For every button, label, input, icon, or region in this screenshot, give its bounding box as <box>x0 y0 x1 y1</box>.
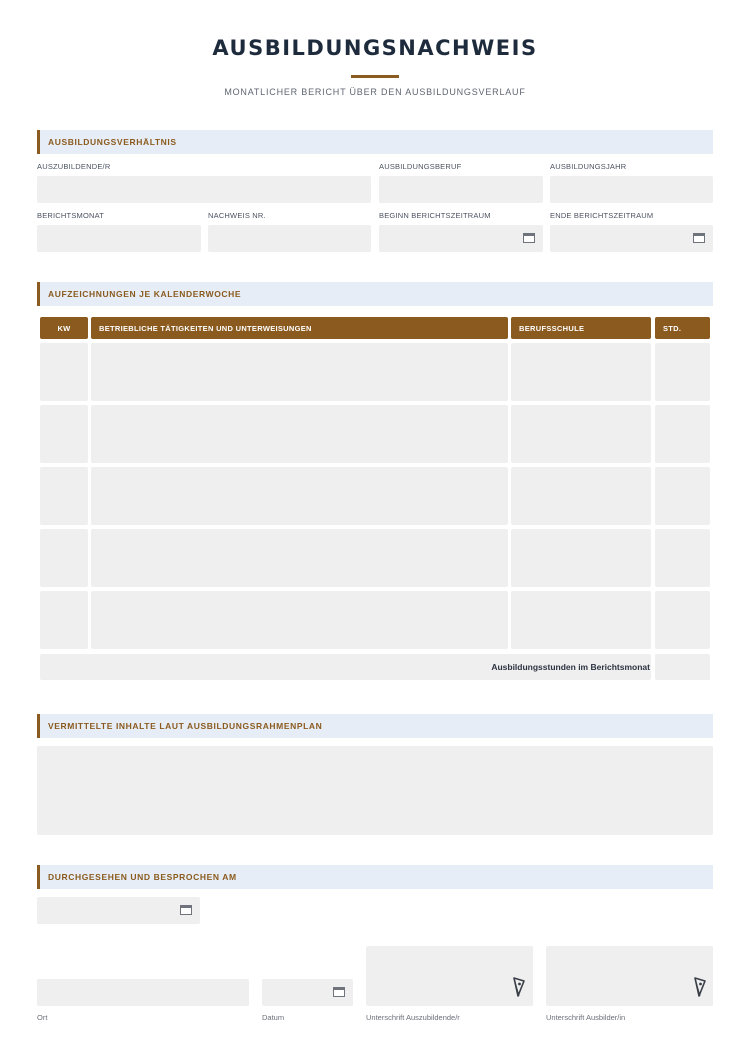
section-aufzeichnungen <box>37 282 713 306</box>
occupation-field[interactable] <box>379 176 543 203</box>
curriculum-content-field[interactable] <box>37 746 713 835</box>
table-cell-activities[interactable] <box>91 467 508 525</box>
column-header-activities: BETRIEBLICHE TÄTIGKEITEN UND UNTERWEISUNGEN <box>91 317 508 339</box>
trainee-signature-field[interactable] <box>366 946 533 1006</box>
table-cell-week[interactable] <box>40 591 88 649</box>
table-cell-school[interactable] <box>511 405 651 463</box>
table-cell-hours[interactable] <box>655 591 710 649</box>
table-cell-week[interactable] <box>40 467 88 525</box>
table-cell-hours[interactable] <box>655 343 710 401</box>
title-underline <box>351 75 399 78</box>
trainer-signature-label: Unterschrift Ausbilder/in <box>546 1013 626 1022</box>
date-label: Datum <box>262 1013 285 1022</box>
section-durchgesehen <box>37 865 713 889</box>
occupation-label: AUSBILDUNGSBERUF <box>379 162 462 171</box>
trainee-label: AUSZUBILDENDE/R <box>37 162 111 171</box>
table-cell-hours[interactable] <box>655 529 710 587</box>
section-heading: AUSBILDUNGSVERHÄLTNIS <box>48 137 177 147</box>
pen-nib-icon <box>693 976 707 998</box>
month-field[interactable] <box>37 225 201 252</box>
page-subtitle: MONATLICHER BERICHT ÜBER DEN AUSBILDUNGSVERLAUF <box>224 87 526 97</box>
table-cell-week[interactable] <box>40 343 88 401</box>
date-field[interactable] <box>262 979 353 1006</box>
total-hours-label: Ausbildungsstunden im Berichtsmonat <box>491 662 650 672</box>
table-cell-hours[interactable] <box>655 467 710 525</box>
table-cell-school[interactable] <box>511 343 651 401</box>
period-end-field[interactable] <box>550 225 713 252</box>
trainer-signature-field[interactable] <box>546 946 713 1006</box>
table-cell-activities[interactable] <box>91 405 508 463</box>
record-no-field[interactable] <box>208 225 371 252</box>
year-field[interactable] <box>550 176 713 203</box>
period-end-label: ENDE BERICHTSZEITRAUM <box>550 211 654 220</box>
column-header-kw: KW <box>40 317 88 339</box>
trainee-field[interactable] <box>37 176 371 203</box>
column-header-hours: STD. <box>655 317 710 339</box>
calendar-icon[interactable] <box>180 905 192 915</box>
table-cell-school[interactable] <box>511 529 651 587</box>
record-no-label: NACHWEIS NR. <box>208 211 266 220</box>
table-cell-school[interactable] <box>511 591 651 649</box>
table-cell-activities[interactable] <box>91 529 508 587</box>
table-cell-week[interactable] <box>40 405 88 463</box>
table-cell-school[interactable] <box>511 467 651 525</box>
table-cell-activities[interactable] <box>91 591 508 649</box>
calendar-icon[interactable] <box>693 233 705 243</box>
calendar-icon[interactable] <box>523 233 535 243</box>
place-field[interactable] <box>37 979 249 1006</box>
section-heading: DURCHGESEHEN UND BESPROCHEN AM <box>48 872 237 882</box>
page-title: AUSBILDUNGSNACHWEIS <box>212 36 538 60</box>
month-label: BERICHTSMONAT <box>37 211 105 220</box>
section-vermittelte-inhalte <box>37 714 713 738</box>
table-cell-week[interactable] <box>40 529 88 587</box>
section-ausbildungsverhaeltnis <box>37 130 713 154</box>
calendar-icon[interactable] <box>333 987 345 997</box>
section-heading: AUFZEICHNUNGEN JE KALENDERWOCHE <box>48 289 242 299</box>
pen-nib-icon <box>512 976 526 998</box>
year-label: AUSBILDUNGSJAHR <box>550 162 627 171</box>
section-heading: VERMITTELTE INHALTE LAUT AUSBILDUNGSRAHMENPLAN <box>48 721 323 731</box>
table-cell-activities[interactable] <box>91 343 508 401</box>
review-date-field[interactable] <box>37 897 200 924</box>
column-header-school: BERUFSSCHULE <box>511 317 651 339</box>
period-start-field[interactable] <box>379 225 543 252</box>
period-start-label: BEGINN BERICHTSZEITRAUM <box>379 211 491 220</box>
total-hours-field[interactable] <box>655 654 710 680</box>
table-cell-hours[interactable] <box>655 405 710 463</box>
place-label: Ort <box>37 1013 48 1022</box>
trainee-signature-label: Unterschrift Auszubildende/r <box>366 1013 460 1022</box>
